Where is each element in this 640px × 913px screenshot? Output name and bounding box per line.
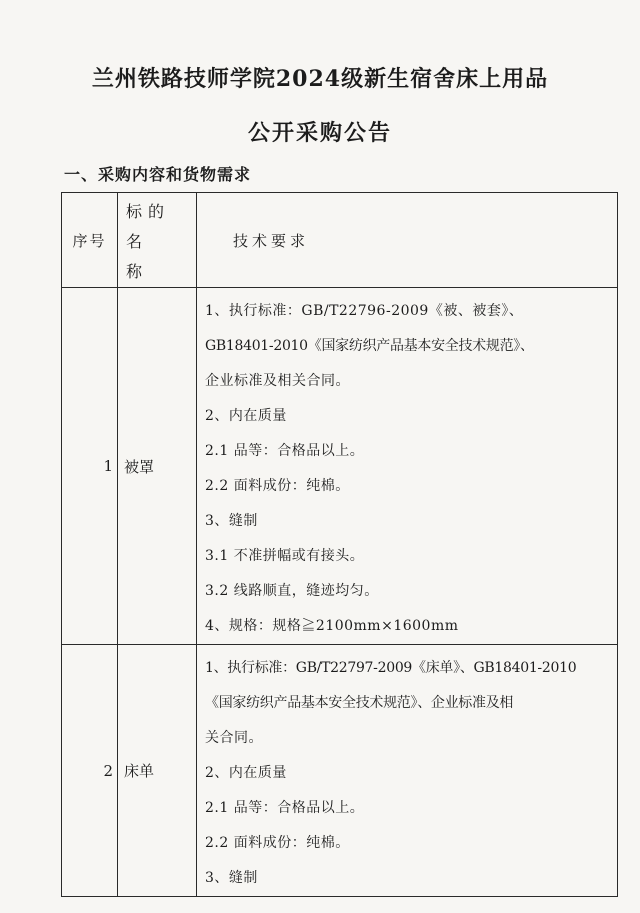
requirement-line: 2.2 面料成份：纯棉。 — [205, 478, 350, 494]
row-item-name: 床单 — [118, 645, 197, 897]
requirement-line: 2.1 品等：合格品以上。 — [205, 443, 365, 459]
requirement-line: 2.1 品等：合格品以上。 — [205, 800, 365, 816]
requirement-line: 2、内在质量 — [205, 408, 287, 424]
requirement-line: 3、缝制 — [205, 513, 258, 529]
requirement-line: 2.2 面料成份：纯棉。 — [205, 835, 350, 851]
row-technical-requirements — [197, 645, 618, 897]
requirement-line: 4、规格：规格≧2100mm×1600mm — [205, 618, 459, 634]
header-item-name — [118, 193, 197, 288]
requirement-line: 1、执行标准：GB/T22797-2009《床单》、GB18401-2010 — [205, 660, 577, 676]
header-technical-requirements: 技术要求 — [197, 193, 618, 288]
row-item-name: 被罩 — [118, 288, 197, 645]
requirement-line: 3.1 不准拼幅或有接头。 — [205, 548, 365, 564]
requirement-line: 3.2 线路顺直，缝迹均匀。 — [205, 583, 379, 599]
header-item-name-line2: 称 — [126, 262, 149, 281]
header-item-name-line1: 标的名 — [126, 202, 171, 251]
document-title: 兰州铁路技师学院2024级新生宿舍床上用品 — [91, 66, 549, 92]
requirement-line: GB18401-2010《国家纺织产品基本安全技术规范》、 — [205, 338, 534, 354]
requirement-line: 关合同。 — [205, 730, 263, 746]
table-row — [62, 645, 618, 897]
row-serial-no: 1 — [62, 288, 118, 645]
document-subtitle: 公开采购公告 — [247, 120, 392, 146]
section-heading: 一、采购内容和货物需求 — [64, 165, 252, 184]
row-technical-requirements — [197, 288, 618, 645]
header-serial-no: 序号 — [62, 193, 118, 288]
row-serial-no: 2 — [62, 645, 118, 897]
table-row — [62, 288, 618, 645]
table-header-row — [62, 193, 618, 288]
procurement-table — [61, 192, 618, 897]
requirement-line: 企业标准及相关合同。 — [205, 373, 350, 389]
requirement-line: 3、缝制 — [205, 870, 258, 886]
requirement-line: 2、内在质量 — [205, 765, 287, 781]
requirement-line: 1、执行标准：GB/T22796-2009《被、被套》、 — [205, 303, 524, 319]
requirement-line: 《国家纺织产品基本安全技术规范》、企业标准及相 — [205, 695, 514, 711]
